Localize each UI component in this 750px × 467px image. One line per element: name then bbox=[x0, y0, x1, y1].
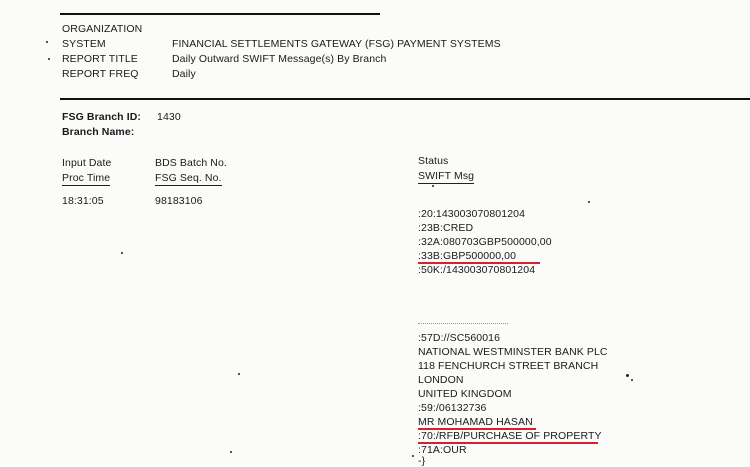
col-bds-batch: BDS Batch No. bbox=[155, 157, 227, 169]
swift-line: :71A:OUR bbox=[418, 444, 467, 456]
header-label-report-freq: REPORT FREQ bbox=[62, 68, 139, 80]
header-label-report-title: REPORT TITLE bbox=[62, 53, 138, 65]
scan-speck bbox=[412, 455, 414, 457]
scan-speck bbox=[46, 41, 48, 43]
branch-id-label: FSG Branch ID: bbox=[62, 111, 141, 123]
swift-line: :32A:080703GBP500000,00 bbox=[418, 236, 552, 248]
scan-speck bbox=[432, 185, 434, 187]
header-value-report-title: Daily Outward SWIFT Message(s) By Branch bbox=[172, 53, 387, 65]
header-divider bbox=[60, 98, 750, 100]
swift-line: 118 FENCHURCH STREET BRANCH bbox=[418, 360, 599, 372]
swift-line: :50K:/143003070801204 bbox=[418, 264, 536, 276]
header-value-system: FINANCIAL SETTLEMENTS GATEWAY (FSG) PAYMENT SYSTEMS bbox=[172, 38, 501, 50]
scan-speck bbox=[48, 58, 50, 60]
faint-line bbox=[418, 323, 508, 325]
scan-speck bbox=[588, 201, 590, 203]
record-proc-time: 18:31:05 bbox=[62, 195, 104, 207]
branch-id-value: 1430 bbox=[157, 111, 181, 123]
scan-speck bbox=[238, 373, 240, 375]
swift-line: MR MOHAMAD HASAN bbox=[418, 416, 533, 428]
swift-line: :20:143003070801204 bbox=[418, 208, 526, 220]
header-label-system: SYSTEM bbox=[62, 38, 106, 50]
highlight-underline bbox=[418, 262, 540, 264]
record-seq-no: 98183106 bbox=[155, 195, 203, 207]
header-value-report-freq: Daily bbox=[172, 68, 196, 80]
col-status: Status bbox=[418, 155, 449, 167]
top-rule bbox=[60, 13, 380, 15]
swift-line: NATIONAL WESTMINSTER BANK PLC bbox=[418, 346, 608, 358]
swift-line: :57D://SC560016 bbox=[418, 332, 501, 344]
col-proc-time: Proc Time bbox=[62, 172, 111, 184]
branch-name-label: Branch Name: bbox=[62, 126, 135, 138]
swift-line: LONDON bbox=[418, 374, 464, 386]
swift-line: :59:/06132736 bbox=[418, 402, 487, 414]
highlight-underline bbox=[418, 428, 536, 430]
scan-speck bbox=[631, 379, 633, 381]
col-input-date: Input Date bbox=[62, 157, 112, 169]
swift-line: -} bbox=[418, 455, 426, 467]
col-fsg-seq: FSG Seq. No. bbox=[155, 172, 222, 184]
swift-line: :23B:CRED bbox=[418, 222, 474, 234]
highlight-underline bbox=[418, 442, 598, 444]
swift-line: :70:/RFB/PURCHASE OF PROPERTY bbox=[418, 430, 602, 442]
scan-speck bbox=[230, 451, 232, 453]
scan-speck bbox=[626, 374, 629, 377]
header-label-organization: ORGANIZATION bbox=[62, 23, 143, 35]
swift-line: UNITED KINGDOM bbox=[418, 388, 512, 400]
col-swift-msg: SWIFT Msg bbox=[418, 170, 475, 182]
swift-line: :33B:GBP500000,00 bbox=[418, 250, 517, 262]
scan-speck bbox=[121, 252, 123, 254]
